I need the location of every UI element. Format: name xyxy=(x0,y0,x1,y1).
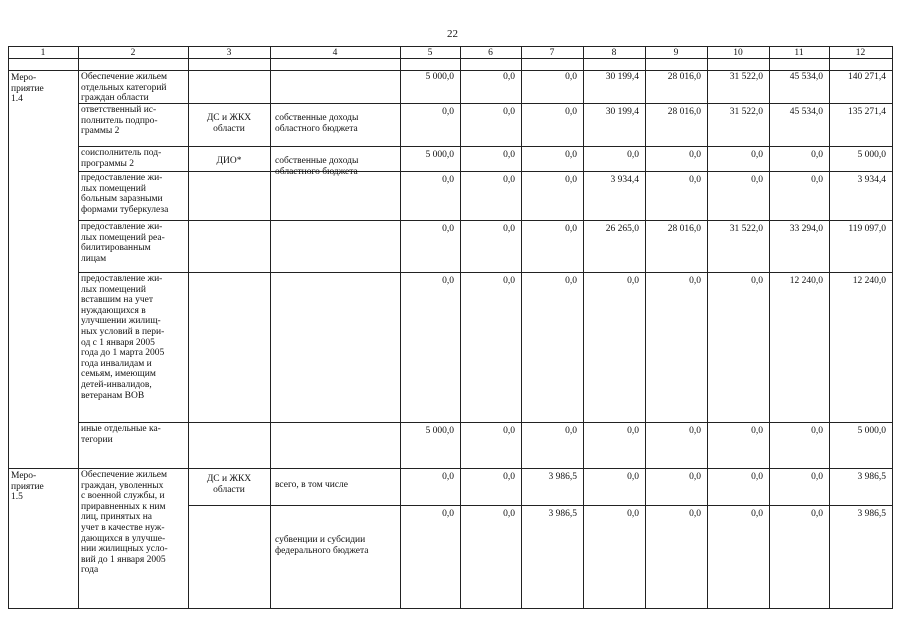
executor: ДИО* xyxy=(216,156,242,166)
value-cell: 3 986,5 xyxy=(857,472,886,482)
value-cell: 0,0 xyxy=(751,276,763,286)
column-header-10: 10 xyxy=(733,48,743,58)
value-cell: 0,0 xyxy=(751,509,763,519)
column-header-11: 11 xyxy=(794,48,804,58)
column-header-1: 1 xyxy=(40,48,46,58)
value-cell: 3 934,4 xyxy=(857,175,886,185)
value-cell: 45 534,0 xyxy=(789,72,823,82)
column-header-8: 8 xyxy=(611,48,617,58)
column-header-5: 5 xyxy=(427,48,433,58)
value-cell: 0,0 xyxy=(565,276,577,286)
funding-source: собственные доходы областного бюджета xyxy=(275,156,359,177)
value-cell: 0,0 xyxy=(811,509,823,519)
value-cell: 0,0 xyxy=(751,175,763,185)
grid-line-h xyxy=(78,146,893,147)
grid-line-h xyxy=(8,608,893,609)
value-cell: 5 000,0 xyxy=(425,72,454,82)
value-cell: 0,0 xyxy=(442,107,454,117)
grid-line-h xyxy=(78,220,893,221)
value-cell: 30 199,4 xyxy=(605,107,639,117)
grid-line-v xyxy=(645,46,646,609)
row-description: Обеспечение жильем отдельных категорий граждан области xyxy=(81,72,168,104)
value-cell: 0,0 xyxy=(503,224,515,234)
grid-line-v xyxy=(460,46,461,609)
value-cell: 0,0 xyxy=(751,472,763,482)
value-cell: 140 271,4 xyxy=(848,72,886,82)
executor: ДС и ЖКХ области xyxy=(206,474,252,495)
value-cell: 5 000,0 xyxy=(857,150,886,160)
row-description: предоставление жи- лых помещений больным заразными формами туберкулеза xyxy=(81,173,169,215)
value-cell: 0,0 xyxy=(811,472,823,482)
column-header-3: 3 xyxy=(226,48,232,58)
value-cell: 12 240,0 xyxy=(852,276,886,286)
grid-line-v xyxy=(8,46,9,609)
value-cell: 0,0 xyxy=(442,509,454,519)
value-cell: 0,0 xyxy=(811,426,823,436)
value-cell: 0,0 xyxy=(503,509,515,519)
value-cell: 0,0 xyxy=(503,72,515,82)
column-header-4: 4 xyxy=(332,48,338,58)
executor: ДС и ЖКХ области xyxy=(206,113,252,134)
value-cell: 0,0 xyxy=(689,426,701,436)
column-header-12: 12 xyxy=(855,48,866,58)
value-cell: 0,0 xyxy=(503,472,515,482)
grid-line-h xyxy=(188,505,893,506)
value-cell: 3 934,4 xyxy=(610,175,639,185)
grid-line-v xyxy=(400,46,401,609)
row-description: предоставление жи- лых помещений вставшим на учет нуждающихся в улучшении жилищ- ных условий в пери- од с 1 января 2005 года до 1 марта 2005 года инвалидам и семьям, имеющим детей-инвалидов, ветеранам ВОВ xyxy=(81,274,165,401)
value-cell: 0,0 xyxy=(689,472,701,482)
value-cell: 0,0 xyxy=(442,175,454,185)
grid-line-h xyxy=(78,103,893,104)
column-header-2: 2 xyxy=(130,48,136,58)
activity-label: Меро- приятие 1.5 xyxy=(11,471,44,503)
value-cell: 3 986,5 xyxy=(548,472,577,482)
value-cell: 28 016,0 xyxy=(667,107,701,117)
grid-line-v xyxy=(829,46,830,609)
grid-line-h xyxy=(78,171,893,172)
grid-line-h xyxy=(78,272,893,273)
value-cell: 0,0 xyxy=(565,224,577,234)
value-cell: 0,0 xyxy=(565,107,577,117)
page-number: 22 xyxy=(447,28,458,40)
value-cell: 0,0 xyxy=(689,150,701,160)
value-cell: 31 522,0 xyxy=(729,72,763,82)
value-cell: 0,0 xyxy=(627,276,639,286)
value-cell: 0,0 xyxy=(503,107,515,117)
value-cell: 0,0 xyxy=(689,509,701,519)
grid-line-h xyxy=(8,46,893,47)
value-cell: 119 097,0 xyxy=(848,224,886,234)
grid-line-v xyxy=(521,46,522,609)
value-cell: 0,0 xyxy=(627,472,639,482)
value-cell: 12 240,0 xyxy=(789,276,823,286)
value-cell: 33 294,0 xyxy=(789,224,823,234)
value-cell: 0,0 xyxy=(565,175,577,185)
column-header-7: 7 xyxy=(549,48,555,58)
funding-source: всего, в том числе xyxy=(275,480,349,490)
value-cell: 5 000,0 xyxy=(857,426,886,436)
grid-line-v xyxy=(270,46,271,609)
grid-line-h xyxy=(78,422,893,423)
value-cell: 0,0 xyxy=(811,175,823,185)
value-cell: 0,0 xyxy=(442,276,454,286)
value-cell: 135 271,4 xyxy=(848,107,886,117)
value-cell: 5 000,0 xyxy=(425,426,454,436)
value-cell: 0,0 xyxy=(811,150,823,160)
row-description: ответственный ис- полнитель подпро- граммы 2 xyxy=(81,105,158,137)
value-cell: 0,0 xyxy=(503,276,515,286)
value-cell: 31 522,0 xyxy=(729,224,763,234)
value-cell: 28 016,0 xyxy=(667,72,701,82)
value-cell: 31 522,0 xyxy=(729,107,763,117)
value-cell: 0,0 xyxy=(565,150,577,160)
value-cell: 0,0 xyxy=(689,175,701,185)
grid-line-h xyxy=(8,468,893,469)
column-header-9: 9 xyxy=(673,48,679,58)
row-description: предоставление жи- лых помещений реа- билитированным лицам xyxy=(81,222,165,264)
grid-line-v xyxy=(78,46,79,609)
value-cell: 0,0 xyxy=(627,426,639,436)
value-cell: 0,0 xyxy=(442,472,454,482)
grid-line-h xyxy=(8,70,893,71)
grid-line-v xyxy=(583,46,584,609)
row-description: соисполнитель под- программы 2 xyxy=(81,148,162,169)
value-cell: 26 265,0 xyxy=(605,224,639,234)
grid-line-v xyxy=(892,46,893,609)
column-header-6: 6 xyxy=(488,48,493,58)
grid-line-h xyxy=(8,58,893,59)
value-cell: 0,0 xyxy=(442,224,454,234)
value-cell: 0,0 xyxy=(565,72,577,82)
value-cell: 30 199,4 xyxy=(605,72,639,82)
row-description: иные отдельные ка- тегории xyxy=(81,424,161,445)
value-cell: 0,0 xyxy=(565,426,577,436)
grid-line-v xyxy=(707,46,708,609)
value-cell: 0,0 xyxy=(627,509,639,519)
value-cell: 0,0 xyxy=(751,150,763,160)
value-cell: 0,0 xyxy=(503,175,515,185)
row-description: Обеспечение жильем граждан, уволенных с военной службы, и приравненных к ним лиц, принятых на учет в качестве нуж- дающихся в улучше- нии жилищных усло- вий до 1 января 2005 года xyxy=(81,470,168,576)
value-cell: 5 000,0 xyxy=(425,150,454,160)
value-cell: 3 986,5 xyxy=(857,509,886,519)
value-cell: 0,0 xyxy=(627,150,639,160)
value-cell: 3 986,5 xyxy=(548,509,577,519)
funding-source: собственные доходы областного бюджета xyxy=(275,113,359,134)
value-cell: 0,0 xyxy=(503,426,515,436)
value-cell: 28 016,0 xyxy=(667,224,701,234)
funding-source: субвенции и субсидии федерального бюджета xyxy=(275,535,369,556)
value-cell: 0,0 xyxy=(751,426,763,436)
activity-label: Меро- приятие 1.4 xyxy=(11,73,44,105)
value-cell: 0,0 xyxy=(503,150,515,160)
grid-line-v xyxy=(769,46,770,609)
value-cell: 0,0 xyxy=(689,276,701,286)
value-cell: 45 534,0 xyxy=(789,107,823,117)
